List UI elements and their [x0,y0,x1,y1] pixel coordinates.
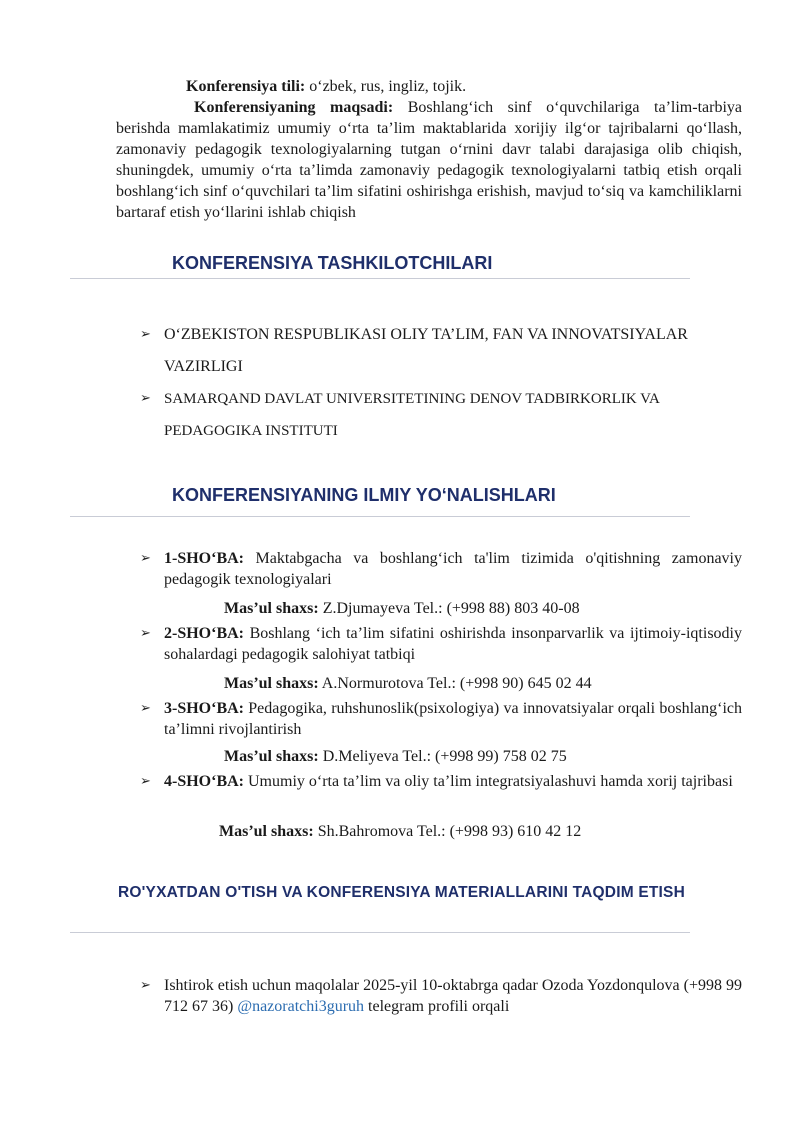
telegram-link[interactable]: @nazoratchi3guruh [237,998,365,1015]
registration-divider [70,932,690,933]
section-label: 1-SHO‘BA: [164,550,244,567]
arrow-bullet-icon: ➢ [140,327,151,342]
section-description: Pedagogika, ruhshunoslik(psixologiya) va innovatsiyalar orqali boshlang‘ich ta’limni rivojlantirish [164,700,742,738]
organizers-heading: KONFERENSIYA TASHKILOTCHILARI [172,253,493,273]
section-label: 3-SHO‘BA: [164,700,244,717]
registration-text-after: telegram profili orqali [364,998,510,1015]
arrow-bullet-icon: ➢ [140,626,151,641]
section-description: Boshlang ‘ich ta’lim sifatini oshirishda insonparvarlik va ijtimoiy-iqtisodiy sohalardagi pedagogik salohiyat tatbiqi [164,625,742,663]
organizer-text: O‘ZBEKISTON RESPUBLIKASI OLIY TA’LIM, FAN VA INNOVATSIYALAR VAZIRLIGI [164,326,688,375]
sections-divider [70,516,690,517]
language-value: o‘zbek, rus, ingliz, tojik. [305,78,467,95]
responsible-label: Mas’ul shaxs: [224,600,319,617]
section-text [164,548,742,590]
language-label: Konferensiya tili: [186,78,306,95]
arrow-bullet-icon: ➢ [140,551,151,566]
section-text [164,698,742,740]
responsible-person [219,821,581,842]
responsible-value: Z.Djumayeva Tel.: (+998 88) 803 40-08 [318,600,580,617]
responsible-person [224,598,580,619]
section-description: Maktabgacha va boshlang‘ich ta'lim tizimida o'qitishning zamonaviy pedagogik texnologiyalari [164,550,742,588]
responsible-label: Mas’ul shaxs: [219,823,314,840]
section-label: 4-SHO‘BA: [164,773,244,790]
responsible-label: Mas’ul shaxs: [224,675,319,692]
organizer-text: SAMARQAND DAVLAT UNIVERSITETINING DENOV TADBIRKORLIK VA PEDAGOGIKA INSTITUTI [164,391,660,439]
arrow-bullet-icon: ➢ [140,774,151,789]
goal-text: Boshlang‘ich sinf o‘quvchilariga ta’lim-tarbiya berishda mamlakatimiz umumiy o‘rta ta’lim maktablarida xorijiy ilg‘or tajribalarni qo‘llash, zamonaviy pedagogik texnologiyalarning tutgan o‘rnini davr talabi darajasiga olib chiqish, shuningdek, umumiy o‘rta ta’limda zamonaviy pedagogik texnologiyalarni tatbiq etish orqali boshlang‘ich sinf o‘quvchilari ta’lim sifatini oshirishga erishish, mavjud to‘siq va kamchiliklarni bartaraf etish yo‘llarini ishlab chiqish [116,99,743,221]
conference-language [186,76,466,97]
section-label: 2-SHO‘BA: [164,625,244,642]
responsible-label: Mas’ul shaxs: [224,748,319,765]
registration-text [164,975,742,1017]
goal-label: Konferensiyaning maqsadi: [194,99,394,116]
responsible-person [224,746,567,767]
responsible-value: Sh.Bahromova Tel.: (+998 93) 610 42 12 [313,823,582,840]
arrow-bullet-icon: ➢ [140,391,151,406]
section-text [164,771,742,792]
responsible-value: A.Normurotova Tel.: (+998 90) 645 02 44 [318,675,592,692]
conference-goal [116,97,742,223]
arrow-bullet-icon: ➢ [140,701,151,716]
responsible-person [224,673,592,694]
organizers-divider [70,278,690,279]
responsible-value: D.Meliyeva Tel.: (+998 99) 758 02 75 [318,748,567,765]
arrow-bullet-icon: ➢ [140,978,151,993]
section-text [164,623,742,665]
registration-text-before: Ishtirok etish uchun maqolalar 2025-yil 10-oktabrga qadar Ozoda Yozdonqulova (+998 99 712 67 36) [164,977,742,1015]
sections-heading: KONFERENSIYANING ILMIY YO‘NALISHLARI [172,485,556,505]
registration-heading: RO'YXATDAN O'TISH VA KONFERENSIYA MATERIALLARINI TAQDIM ETISH [118,884,685,901]
section-description: Umumiy o‘rta ta’lim va oliy ta’lim integratsiyalashuvi hamda xorij tajribasi [244,773,733,790]
